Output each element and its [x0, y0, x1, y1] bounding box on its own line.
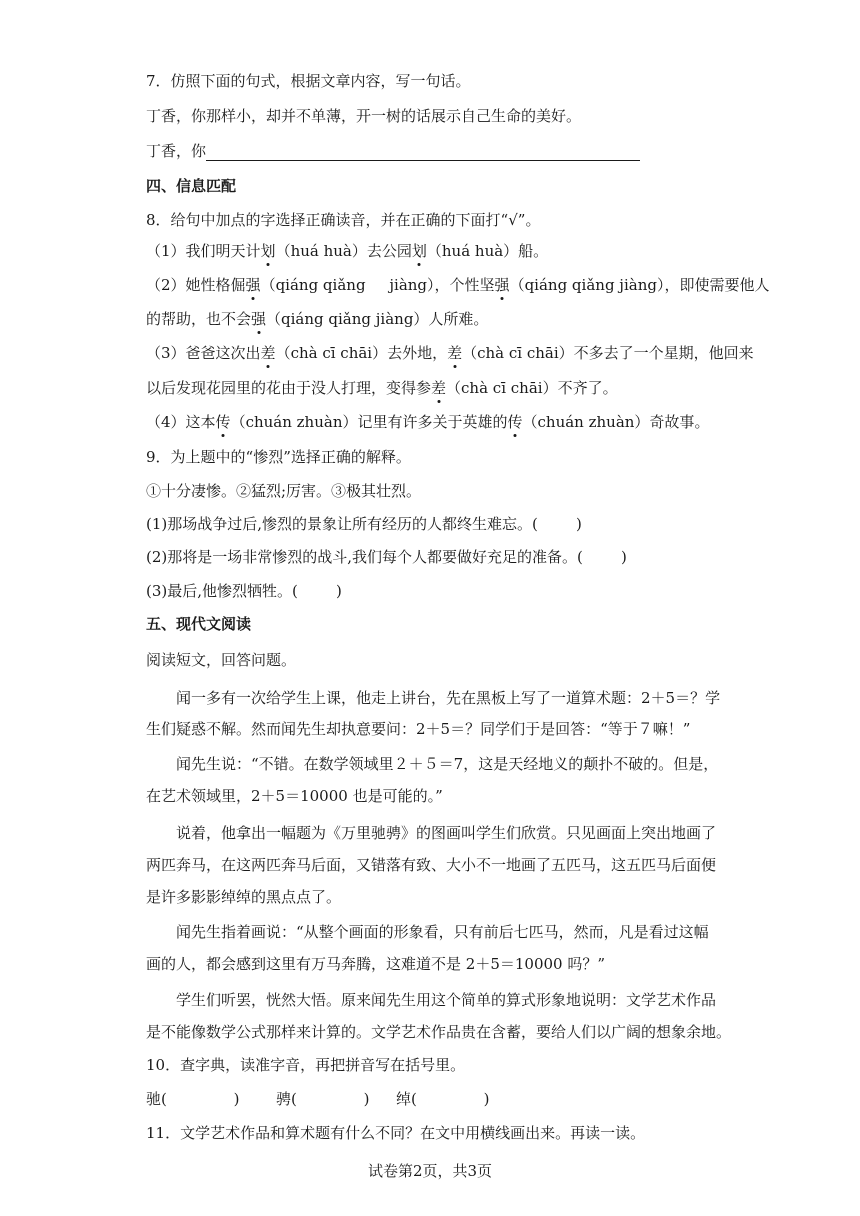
dotted-char: 差 [447, 344, 463, 362]
q9-prompt: 9．为上题中的“惨烈”选择正确的解释。 [146, 448, 411, 466]
q7-answer-prefix: 丁香，你 [146, 142, 207, 160]
dotted-char: 划 [411, 242, 427, 260]
q10-prompt: 10．查字典，读准字音，再把拼音写在括号里。 [146, 1056, 466, 1074]
q7-example: 丁香，你那样小，却并不单薄，开一树的话展示自己生命的美好。 [146, 107, 582, 125]
passage-line: 是不能像数学公式那样来计算的。文学艺术作品贵在含蓄，要给人们以广阔的想象余地。 [146, 1023, 732, 1041]
q8-prompt: 8．给句中加点的字选择正确读音，并在正确的下面打“√”。 [146, 211, 541, 229]
dotted-char: 传 [507, 413, 523, 431]
q7-prompt: 7．仿照下面的句式，根据文章内容，写一句话。 [146, 72, 471, 90]
passage-line: 闻先生指着画说：“从整个画面的形象看，只有前后七匹马，然而，凡是看过这幅 [176, 923, 709, 941]
q9-sentence-2: (2)那将是一场非常惨烈的战斗,我们每个人都要做好充足的准备。( ) [146, 548, 627, 566]
passage-line: 生们疑惑不解。然而闻先生却执意要问：2＋5＝？同学们于是回答：“等于７嘛！” [146, 720, 691, 738]
passage-line: 学生们听罢，恍然大悟。原来闻先生用这个简单的算式形象地说明：文学艺术作品 [176, 991, 717, 1009]
q8-item-3-line1: （3）爸爸这次出差（chà cī chāi）去外地，差（chà cī chāi）不多去了一个星期，他回来 [146, 344, 754, 362]
dotted-char: 强 [251, 310, 267, 328]
q10-char-1[interactable]: 驰( ) [146, 1090, 240, 1108]
q7-answer-blank[interactable] [206, 144, 640, 161]
q7-answer-line [146, 141, 640, 161]
passage-line: 在艺术领域里，2＋5＝10000 也是可能的。” [146, 787, 443, 805]
passage-line: 是许多影影绰绰的黑点点了。 [146, 888, 342, 906]
passage-line: 两匹奔马，在这两匹奔马后面，又错落有致、大小不一地画了五匹马，这五匹马后面便 [146, 856, 717, 874]
q8-item-3-line2: 以后发现花园里的花由于没人打理，变得参差（chà cī chāi）不齐了。 [146, 379, 618, 397]
passage-line: 闻先生说：“不错。在数学领域里２＋５＝7，这是天经地义的颠扑不破的。但是， [176, 755, 719, 773]
q9-sentence-1: (1)那场战争过后,惨烈的景象让所有经历的人都终生难忘。( ) [146, 515, 582, 533]
q10-char-2[interactable]: 骋( ) [276, 1090, 370, 1108]
q11-prompt: 11．文学艺术作品和算术题有什么不同？在文中用横线画出来。再读一读。 [146, 1124, 646, 1142]
q8-item-2-line2: 的帮助，也不会强（qiáng qiǎng jiàng）人所难。 [146, 310, 489, 328]
passage-line: 闻一多有一次给学生上课，他走上讲台，先在黑板上写了一道算术题：2＋5＝？学 [176, 689, 721, 707]
q9-sentence-3: (3)最后,他惨烈牺牲。( ) [146, 582, 342, 600]
section5-title: 五、现代文阅读 [146, 615, 252, 633]
passage-line: 画的人，都会感到这里有万马奔腾，这难道不是 2＋5＝10000 吗？” [146, 955, 606, 973]
dotted-char: 划 [260, 242, 276, 260]
q8-item-4: （4）这本传（chuán zhuàn）记里有许多关于英雄的传（chuán zhuàn）奇故事。 [146, 413, 710, 431]
dotted-char: 强 [245, 276, 261, 294]
passage-line: 说着，他拿出一幅题为《万里驰骋》的图画叫学生们欣赏。只见画面上突出地画了 [176, 824, 717, 842]
q8-item-1: （1）我们明天计划（huá huà）去公园划（huá huà）船。 [146, 242, 549, 260]
dotted-char: 差 [431, 379, 447, 397]
q8-item-2-line1: （2）她性格倔强（qiáng qiǎng jiàng），个性坚强（qiáng qiǎng jiàng），即使需要他人 [146, 276, 770, 294]
page-footer: 试卷第2页，共3页 [367, 1162, 493, 1180]
dotted-char: 强 [494, 276, 510, 294]
q10-char-3[interactable]: 绰( ) [396, 1090, 490, 1108]
q9-options: ①十分凄惨。②猛烈;厉害。③极其壮烈。 [146, 482, 422, 500]
reading-instruction: 阅读短文，回答问题。 [146, 651, 297, 669]
dotted-char: 差 [260, 344, 276, 362]
dotted-char: 传 [215, 413, 231, 431]
section4-title: 四、信息匹配 [146, 177, 237, 195]
